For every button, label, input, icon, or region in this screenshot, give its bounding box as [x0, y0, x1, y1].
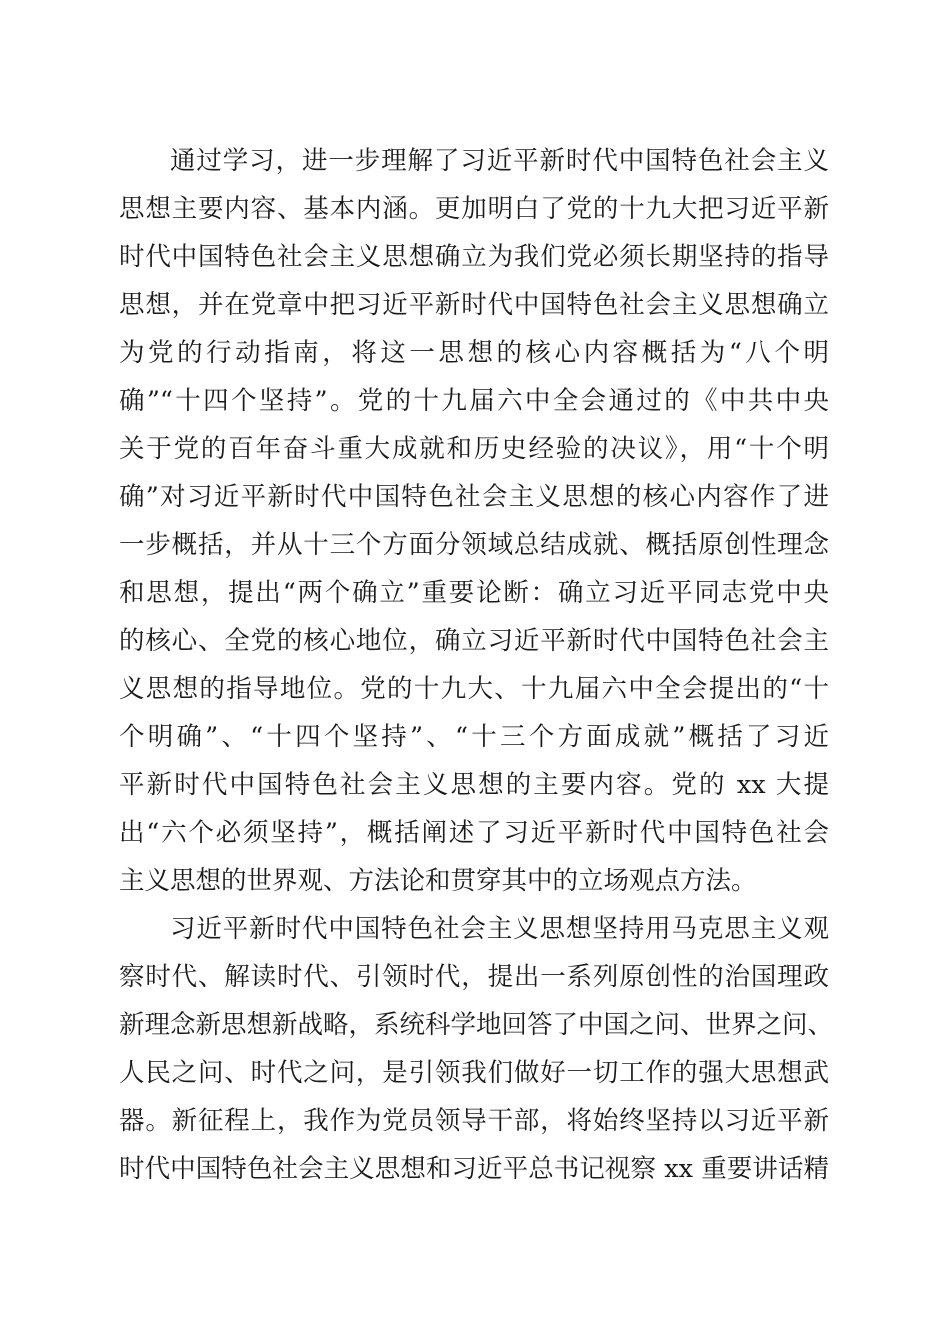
paragraph-1-line-14: 平新时代中国特色社会主义思想的主要内容。党的 xx 大提	[119, 770, 829, 800]
paragraph-1-line-8: 确”对习近平新时代中国特色社会主义思想的核心内容作了进	[119, 482, 829, 512]
paragraph-1-line-3: 时代中国特色社会主义思想确立为我们党必须长期坚持的指导	[119, 242, 829, 272]
paragraph-2-line-3: 新理念新思想新战略，系统科学地回答了中国之问、世界之问、	[119, 1010, 834, 1040]
paragraph-1-line-2: 思想主要内容、基本内涵。更加明白了党的十九大把习近平新	[119, 194, 829, 224]
paragraph-1-line-1: 通过学习，进一步理解了习近平新时代中国特色社会主义	[170, 146, 829, 176]
paragraph-1-line-5: 为党的行动指南，将这一思想的核心内容概括为“八个明	[119, 338, 829, 368]
paragraph-1-line-9: 一步概括，并从十三个方面分领域总结成就、概括原创性理念	[119, 530, 829, 560]
paragraph-2-line-5: 器。新征程上，我作为党员领导干部，将始终坚持以习近平新	[119, 1106, 829, 1136]
paragraph-1-line-15: 出“六个必须坚持”，概括阐述了习近平新时代中国特色社会	[119, 818, 829, 848]
paragraph-2-line-1: 习近平新时代中国特色社会主义思想坚持用马克思主义观	[170, 914, 829, 944]
paragraph-1-line-7: 关于党的百年奋斗重大成就和历史经验的决议》，用“十个明	[119, 434, 829, 464]
paragraph-1-line-13: 个明确”、“十四个坚持”、“十三个方面成就”概括了习近	[119, 722, 829, 752]
paragraph-2-line-6: 时代中国特色社会主义思想和习近平总书记视察 xx 重要讲话精	[119, 1154, 829, 1184]
paragraph-1-line-6: 确”“十四个坚持”。党的十九届六中全会通过的《中共中央	[119, 386, 829, 416]
paragraph-1-line-11: 的核心、全党的核心地位，确立习近平新时代中国特色社会主	[119, 626, 829, 656]
paragraph-2-line-4: 人民之问、时代之问，是引领我们做好一切工作的强大思想武	[119, 1058, 829, 1088]
paragraph-1-line-12: 义思想的指导地位。党的十九大、十九届六中全会提出的“十	[119, 674, 829, 704]
paragraph-1-line-16: 主义思想的世界观、方法论和贯穿其中的立场观点方法。	[119, 866, 757, 896]
paragraph-1-line-10: 和思想，提出“两个确立”重要论断：确立习近平同志党中央	[119, 578, 829, 608]
paragraph-2-line-2: 察时代、解读时代、引领时代，提出一系列原创性的治国理政	[119, 962, 829, 992]
paragraph-1-line-4: 思想，并在党章中把习近平新时代中国特色社会主义思想确立	[119, 290, 829, 320]
